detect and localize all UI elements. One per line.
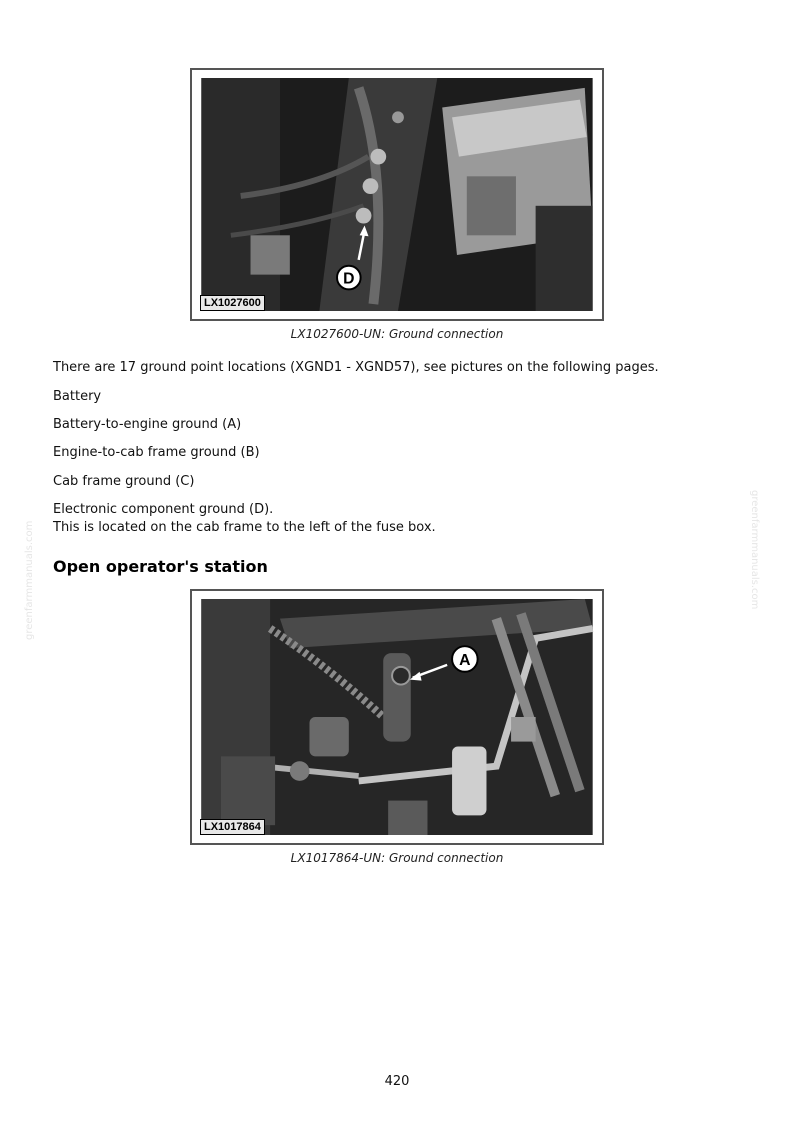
- figure-id-label: LX1027600: [200, 295, 265, 311]
- battery-label: Battery: [53, 389, 102, 404]
- ground-item-a: Battery-to-engine ground (A): [53, 417, 242, 432]
- callout-d: D: [343, 270, 355, 288]
- figure-id-label: LX1017864: [200, 819, 265, 835]
- watermark-left: greenfarmmanuals.com: [24, 520, 35, 640]
- ground-item-b: Engine-to-cab frame ground (B): [53, 445, 260, 460]
- figure-caption: LX1027600-UN: Ground connection: [290, 327, 504, 341]
- photo-fuse-box-area: [200, 78, 594, 311]
- figure-ground-connection-d: [190, 68, 604, 321]
- ground-item-d-note: This is located on the cab frame to the left of the fuse box.: [53, 520, 436, 535]
- watermark-right: greenfarmmanuals.com: [749, 490, 760, 610]
- figure-ground-connection-a: [190, 589, 604, 845]
- ground-item-c: Cab frame ground (C): [53, 474, 195, 489]
- photo-engine-ground: [200, 599, 594, 835]
- section-heading: Open operator's station: [53, 557, 268, 576]
- page-number: 420: [384, 1074, 410, 1089]
- callout-a: A: [459, 651, 471, 669]
- figure-caption: LX1017864-UN: Ground connection: [290, 851, 504, 865]
- intro-text: There are 17 ground point locations (XGND1 - XGND57), see pictures on the following pages.: [53, 360, 659, 375]
- ground-item-d: Electronic component ground (D).: [53, 502, 274, 517]
